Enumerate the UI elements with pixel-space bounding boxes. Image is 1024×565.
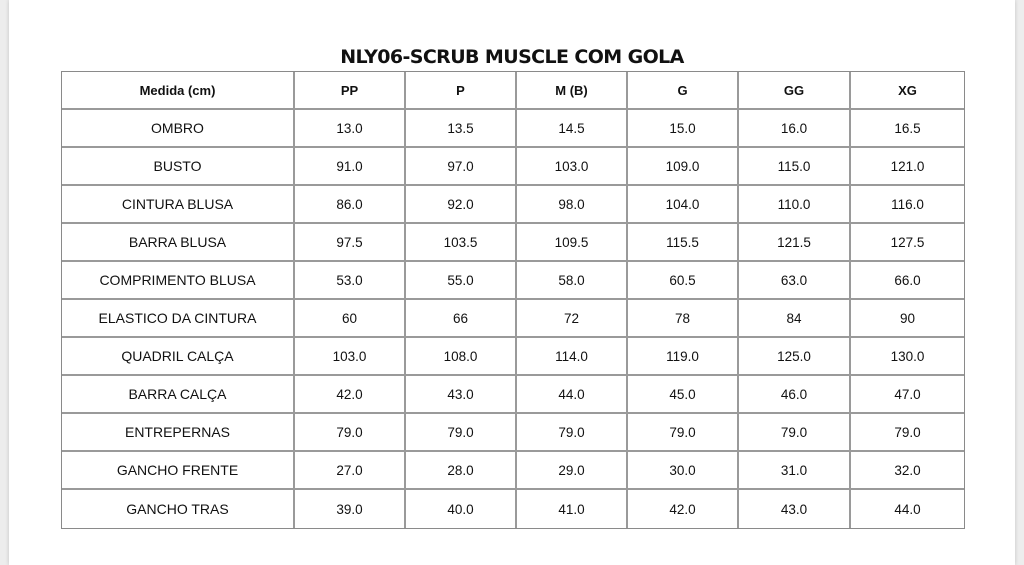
row-label: QUADRIL CALÇA <box>62 338 295 376</box>
table-cell: 45.0 <box>628 376 739 414</box>
table-row <box>62 376 964 414</box>
row-label: GANCHO FRENTE <box>62 452 295 490</box>
table-cell: 79.0 <box>851 414 964 452</box>
table-cell: 46.0 <box>739 376 851 414</box>
table-row <box>62 110 964 148</box>
table-cell: 108.0 <box>406 338 517 376</box>
row-label: BUSTO <box>62 148 295 186</box>
table-row <box>62 490 964 528</box>
table-cell: 42.0 <box>628 490 739 528</box>
table-row <box>62 262 964 300</box>
table-cell: 115.5 <box>628 224 739 262</box>
table-cell: 60.5 <box>628 262 739 300</box>
row-label: ENTREPERNAS <box>62 414 295 452</box>
table-cell: 29.0 <box>517 452 628 490</box>
table-cell: 39.0 <box>295 490 406 528</box>
table-cell: 121.5 <box>739 224 851 262</box>
row-label: CINTURA BLUSA <box>62 186 295 224</box>
table-cell: 104.0 <box>628 186 739 224</box>
header-size-g: G <box>628 72 739 110</box>
table-cell: 103.0 <box>517 148 628 186</box>
table-cell: 53.0 <box>295 262 406 300</box>
table-cell: 86.0 <box>295 186 406 224</box>
header-size-xg: XG <box>851 72 964 110</box>
table-cell: 110.0 <box>739 186 851 224</box>
header-size-p: P <box>406 72 517 110</box>
table-cell: 116.0 <box>851 186 964 224</box>
table-cell: 91.0 <box>295 148 406 186</box>
table-cell: 14.5 <box>517 110 628 148</box>
table-cell: 79.0 <box>628 414 739 452</box>
table-cell: 72 <box>517 300 628 338</box>
table-row <box>62 300 964 338</box>
table-row <box>62 414 964 452</box>
table-cell: 15.0 <box>628 110 739 148</box>
table-row <box>62 338 964 376</box>
table-cell: 98.0 <box>517 186 628 224</box>
header-measure: Medida (cm) <box>62 72 295 110</box>
header-row <box>62 72 964 110</box>
table-cell: 55.0 <box>406 262 517 300</box>
table-cell: 115.0 <box>739 148 851 186</box>
row-label: COMPRIMENTO BLUSA <box>62 262 295 300</box>
table-cell: 109.5 <box>517 224 628 262</box>
table-cell: 44.0 <box>894 501 921 517</box>
table-cell: 66 <box>406 300 517 338</box>
table-cell: 103.5 <box>406 224 517 262</box>
table-cell: 28.0 <box>406 452 517 490</box>
table-cell: 79.0 <box>295 414 406 452</box>
table-cell: 90 <box>851 300 964 338</box>
table-cell: 103.0 <box>295 338 406 376</box>
table-cell: 78 <box>628 300 739 338</box>
table-cell: 125.0 <box>739 338 851 376</box>
table-body <box>62 110 964 528</box>
table-cell: 41.0 <box>517 490 628 528</box>
table-row <box>62 452 964 490</box>
table-cell: 42.0 <box>295 376 406 414</box>
table-cell: 13.5 <box>406 110 517 148</box>
table-cell: 79.0 <box>517 414 628 452</box>
table-cell: 43.0 <box>406 376 517 414</box>
header-size-gg: GG <box>739 72 851 110</box>
header-size-m: M (B) <box>517 72 628 110</box>
table-cell: 97.5 <box>295 224 406 262</box>
table-cell: 66.0 <box>851 262 964 300</box>
table-row <box>62 186 964 224</box>
table-cell: 60 <box>295 300 406 338</box>
row-label: BARRA CALÇA <box>62 376 295 414</box>
table-cell: 58.0 <box>517 262 628 300</box>
table-cell: 27.0 <box>295 452 406 490</box>
table-cell: 31.0 <box>739 452 851 490</box>
table-cell: 40.0 <box>406 490 517 528</box>
table-title: NLY06-SCRUB MUSCLE COM GOLA <box>340 46 684 68</box>
table-cell: 119.0 <box>628 338 739 376</box>
table-cell: 63.0 <box>739 262 851 300</box>
table-cell: 79.0 <box>406 414 517 452</box>
row-label: ELASTICO DA CINTURA <box>62 300 295 338</box>
row-label: GANCHO TRAS <box>62 490 295 528</box>
table-cell: 13.0 <box>295 110 406 148</box>
table-cell: 84 <box>739 300 851 338</box>
table-cell: 97.0 <box>406 148 517 186</box>
table-cell: 30.0 <box>628 452 739 490</box>
document-page <box>9 0 1015 565</box>
table-cell: 79.0 <box>739 414 851 452</box>
table-cell: 43.0 <box>739 490 851 528</box>
table-row <box>62 148 964 186</box>
table-cell: 109.0 <box>628 148 739 186</box>
table-cell: 127.5 <box>851 224 964 262</box>
size-table <box>61 71 965 529</box>
table-cell: 114.0 <box>517 338 628 376</box>
header-size-pp: PP <box>295 72 406 110</box>
table-cell: 32.0 <box>851 452 964 490</box>
table-cell: 44.0 <box>517 376 628 414</box>
table-cell: 16.0 <box>739 110 851 148</box>
row-label: OMBRO <box>62 110 295 148</box>
row-label: BARRA BLUSA <box>62 224 295 262</box>
table-row <box>62 224 964 262</box>
table-cell: 121.0 <box>851 148 964 186</box>
table-cell: 47.0 <box>851 376 964 414</box>
table-cell: 130.0 <box>851 338 964 376</box>
table-cell: 16.5 <box>851 110 964 148</box>
table-cell: 92.0 <box>406 186 517 224</box>
